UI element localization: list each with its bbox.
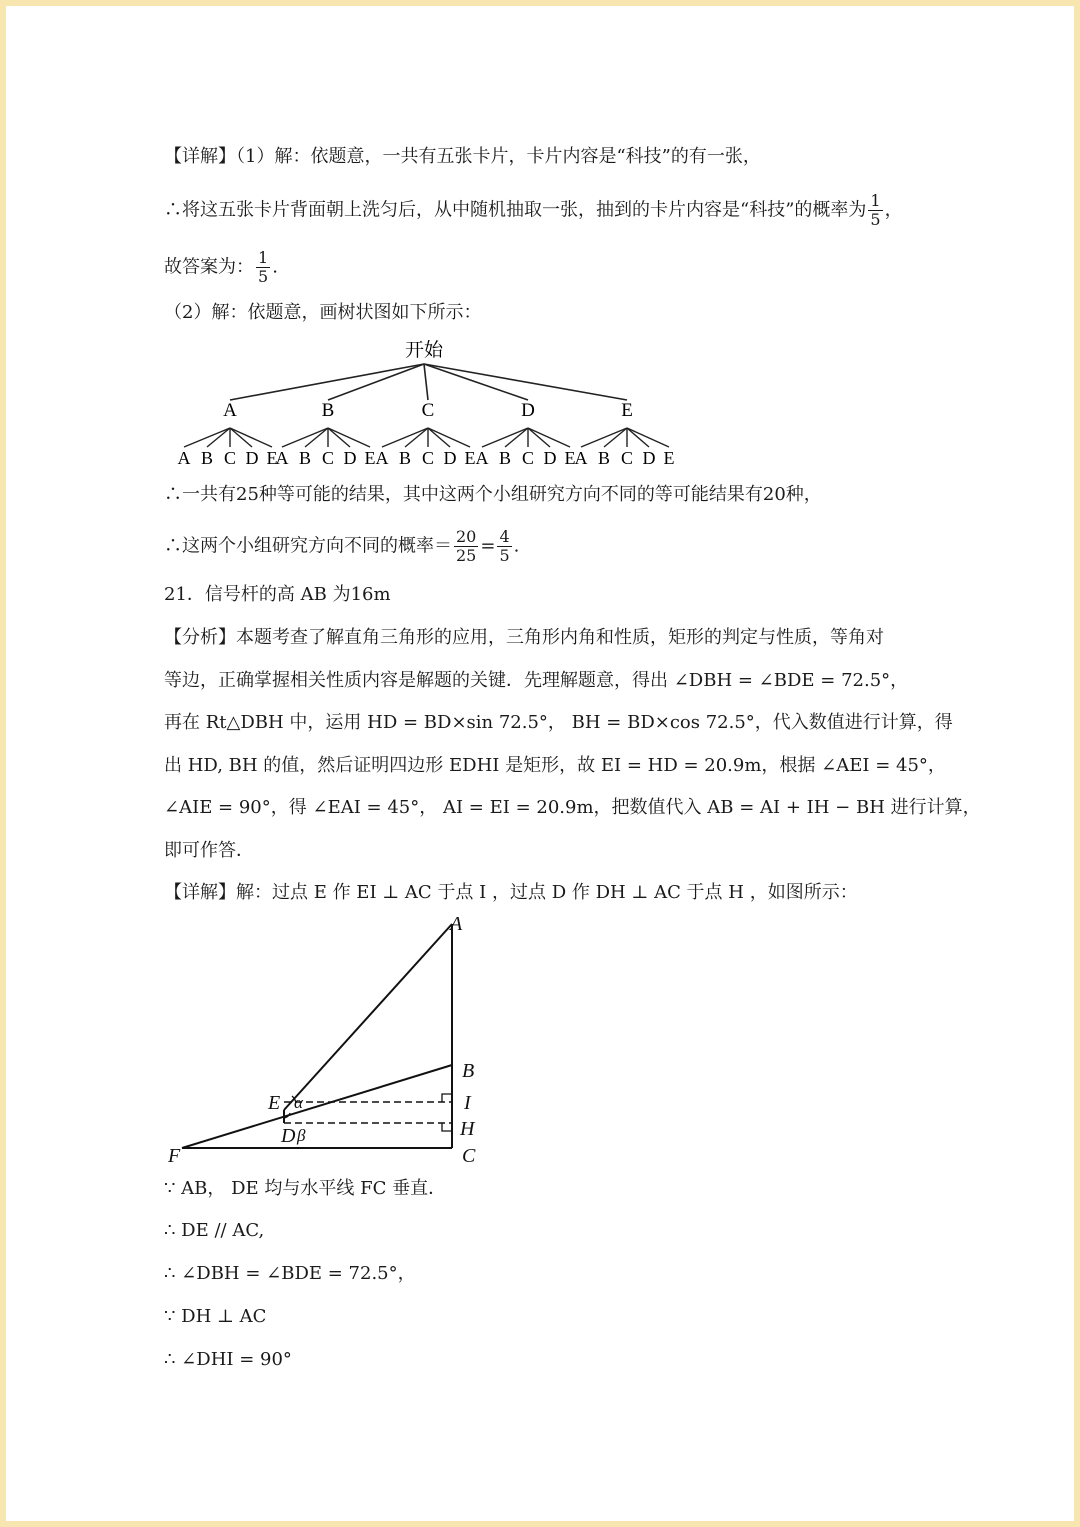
tree-leaf-branch-BD bbox=[328, 428, 350, 447]
tree-leaf-CC: C bbox=[421, 448, 435, 468]
right-angle-H bbox=[442, 1123, 452, 1131]
geometry-figure bbox=[156, 910, 496, 1168]
tree-leaf-EE: E bbox=[663, 448, 675, 468]
tree-leaf-AB: B bbox=[200, 448, 214, 468]
analysis-line-5: ∠AIE = 90°，得 ∠EAI = 45°， AI = EI = 20.9m，把数值代入 AB = AI + IH − BH 进行计算， bbox=[164, 797, 981, 818]
tree-leaf-branch-AA bbox=[184, 428, 230, 447]
tree-leaf-CE: E bbox=[464, 448, 476, 468]
proof-line-5: ∴ ∠DHI = 90° bbox=[164, 1349, 292, 1370]
tree-leaf-DD: D bbox=[543, 448, 557, 468]
tree-leaf-branch-DB bbox=[505, 428, 528, 447]
document-page bbox=[6, 6, 1074, 1521]
tree-leaf-branch-CE bbox=[428, 428, 470, 447]
tree-leaf-branch-AE bbox=[230, 428, 272, 447]
tree-branch-A bbox=[230, 364, 424, 400]
tree-leaf-BB: B bbox=[298, 448, 312, 468]
tree-leaf-branch-BB bbox=[305, 428, 328, 447]
tree-leaf-EC: C bbox=[620, 448, 634, 468]
answer-line bbox=[164, 249, 278, 286]
solution-line-6-text: ∴这两个小组研究方向不同的概率＝ bbox=[164, 535, 452, 557]
tree-leaf-branch-AB bbox=[207, 428, 230, 447]
fraction-numerator: 1 bbox=[258, 248, 269, 267]
fraction-denominator: 25 bbox=[456, 546, 477, 565]
tree-level1-labels bbox=[223, 400, 633, 421]
analysis-line-6: 即可作答． bbox=[164, 840, 254, 861]
proof-line-1: ∵ AB， DE 均与水平线 FC 垂直． bbox=[164, 1178, 447, 1199]
tree-level1-branches bbox=[230, 364, 627, 400]
proof-line-2: ∴ DE // AC, bbox=[164, 1220, 265, 1241]
segment-FB bbox=[182, 1065, 452, 1148]
detail-line-1: 【详解】解：过点 E 作 EI ⊥ AC 于点 I ，过点 D 作 DH ⊥ AC 于点 H ，如图所示： bbox=[164, 882, 858, 903]
tree-level2-branches bbox=[184, 428, 669, 447]
solution-line-2-text: ∴将这五张卡片背面朝上洗匀后，从中随机抽取一张，抽到的卡片内容是“科技”的概率为 bbox=[164, 199, 867, 221]
tree-leaf-EB: B bbox=[597, 448, 611, 468]
right-angle-I bbox=[442, 1094, 452, 1102]
fraction-denominator: 5 bbox=[499, 546, 510, 565]
fraction-one-fifth bbox=[868, 192, 882, 229]
tree-leaf-branch-CA bbox=[382, 428, 428, 447]
label-F: F bbox=[168, 1145, 181, 1167]
tree-node-C: C bbox=[421, 400, 435, 421]
tree-leaf-DC: C bbox=[521, 448, 535, 468]
tree-leaf-branch-DE bbox=[528, 428, 570, 447]
fraction-20-25 bbox=[454, 528, 478, 565]
tree-leaf-AC: C bbox=[223, 448, 237, 468]
tree-branch-C bbox=[424, 364, 428, 400]
tree-leaf-branch-BA bbox=[282, 428, 328, 447]
proof-line-3: ∴ ∠DBH = ∠BDE = 72.5°， bbox=[164, 1263, 416, 1284]
tree-node-E: E bbox=[621, 400, 633, 421]
equals-sign: = bbox=[480, 535, 496, 557]
tree-diagram bbox=[166, 332, 706, 474]
tree-level2-labels bbox=[178, 448, 675, 468]
label-C: C bbox=[462, 1145, 476, 1167]
fraction-denominator: 5 bbox=[258, 267, 269, 286]
fraction-numerator: 20 bbox=[456, 527, 477, 546]
proof-line-4: ∵ DH ⊥ AC bbox=[164, 1306, 267, 1327]
tree-leaf-branch-BE bbox=[328, 428, 370, 447]
solution-line-5: ∴一共有25种等可能的结果，其中这两个小组研究方向不同的等可能结果有20种， bbox=[164, 484, 822, 505]
tree-node-D: D bbox=[521, 400, 535, 421]
analysis-line-4: 出 HD, BH 的值，然后证明四边形 EDHI 是矩形，故 EI = HD = 20.9m，根据 ∠AEI = 45°， bbox=[164, 755, 946, 776]
fraction-denominator: 5 bbox=[870, 210, 881, 229]
tree-branch-E bbox=[424, 364, 627, 400]
tree-leaf-ED: D bbox=[642, 448, 656, 468]
tree-leaf-branch-EB bbox=[604, 428, 627, 447]
label-H: H bbox=[460, 1118, 475, 1140]
fraction-numerator: 1 bbox=[870, 191, 881, 210]
solution-line-1: 【详解】（1）解：依题意，一共有五张卡片，卡片内容是“科技”的有一张， bbox=[164, 146, 761, 167]
answer-label: 故答案为： bbox=[164, 256, 254, 278]
tree-leaf-BA: A bbox=[275, 448, 289, 468]
tree-leaf-CD: D bbox=[443, 448, 457, 468]
tree-leaf-branch-DD bbox=[528, 428, 550, 447]
tree-leaf-DE: E bbox=[564, 448, 576, 468]
tree-leaf-DB: B bbox=[498, 448, 512, 468]
tree-leaf-AA: A bbox=[177, 448, 191, 468]
tree-branch-B bbox=[328, 364, 424, 400]
solution-line-6 bbox=[164, 528, 519, 565]
label-alpha: α bbox=[294, 1093, 303, 1112]
tree-leaf-AE: E bbox=[266, 448, 278, 468]
label-D: D bbox=[281, 1125, 296, 1147]
label-B: B bbox=[462, 1060, 475, 1082]
fraction-numerator: 4 bbox=[499, 527, 510, 546]
q21-title: 21．信号杆的高 AB 为16m bbox=[164, 584, 391, 605]
tree-leaf-branch-CB bbox=[405, 428, 428, 447]
tree-branch-D bbox=[424, 364, 528, 400]
tree-leaf-branch-AD bbox=[230, 428, 252, 447]
tree-leaf-BD: D bbox=[343, 448, 357, 468]
segment-EA bbox=[284, 924, 452, 1110]
punct: . bbox=[272, 256, 278, 278]
label-E: E bbox=[268, 1092, 281, 1114]
tree-leaf-DA: A bbox=[475, 448, 489, 468]
tree-leaf-EA: A bbox=[574, 448, 588, 468]
tree-leaf-CB: B bbox=[398, 448, 412, 468]
punct: ， bbox=[884, 199, 903, 221]
tree-node-B: B bbox=[321, 400, 335, 421]
analysis-line-3: 再在 Rt△DBH 中，运用 HD = BD×sin 72.5°， BH = BD×cos 72.5°，代入数值进行计算，得 bbox=[164, 712, 953, 733]
tree-leaf-branch-DA bbox=[482, 428, 528, 447]
tree-root-label: 开始 bbox=[404, 340, 444, 361]
part2-intro: （2）解：依题意，画树状图如下所示： bbox=[164, 302, 482, 323]
analysis-line-1: 【分析】本题考查了解直角三角形的应用，三角形内角和性质，矩形的判定与性质，等角对 bbox=[164, 627, 884, 648]
tree-leaf-branch-EA bbox=[581, 428, 627, 447]
tree-leaf-CA: A bbox=[375, 448, 389, 468]
label-I: I bbox=[464, 1092, 471, 1114]
tree-leaf-branch-CD bbox=[428, 428, 450, 447]
label-beta: β bbox=[297, 1126, 306, 1145]
tree-leaf-BE: E bbox=[364, 448, 376, 468]
tree-leaf-branch-EE bbox=[627, 428, 669, 447]
analysis-line-2: 等边，正确掌握相关性质内容是解题的关键．先理解题意，得出 ∠DBH = ∠BDE = 72.5°， bbox=[164, 670, 909, 691]
tree-leaf-BC: C bbox=[321, 448, 335, 468]
label-A: A bbox=[450, 913, 463, 935]
tree-leaf-branch-ED bbox=[627, 428, 649, 447]
fraction-4-5 bbox=[497, 528, 511, 565]
answer-fraction bbox=[256, 249, 270, 286]
tree-node-A: A bbox=[223, 400, 237, 421]
tree-leaf-AD: D bbox=[245, 448, 259, 468]
solution-line-2 bbox=[164, 192, 903, 229]
punct: . bbox=[513, 535, 520, 557]
